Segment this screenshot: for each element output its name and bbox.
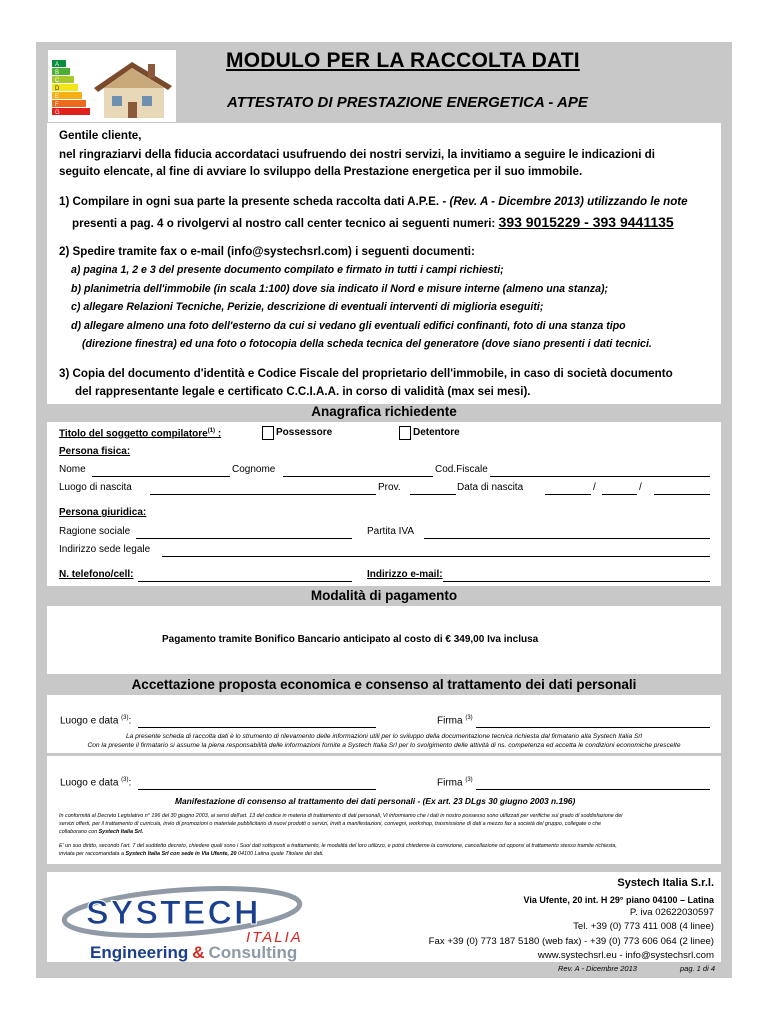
ragione-sociale-field[interactable] <box>136 538 352 539</box>
company-fax: Fax +39 (0) 773 187 5180 (web fax) - +39 (0) 773 606 064 (2 linee) <box>428 936 714 947</box>
logo-wordmark: SYSTECH <box>86 894 261 932</box>
firma-text: Firma <box>437 777 463 789</box>
date-separator: / <box>639 482 642 493</box>
email-field[interactable] <box>443 581 710 582</box>
step-2-item-c: c) allegare Relazioni Tecniche, Perizie, descrizione di eventuali interventi di miglioria eseguiti; <box>71 301 544 313</box>
data-nascita-label: Data di nascita <box>457 482 524 493</box>
energy-class-g: G <box>55 110 60 116</box>
systech-logo <box>60 876 350 966</box>
possessore-checkbox[interactable] <box>262 426 274 440</box>
pagamento-text: Pagamento tramite Bonifico Bancario anticipato al costo di € 349,00 Iva inclusa <box>162 634 539 645</box>
company-tel: Tel. +39 (0) 773 411 008 (4 linee) <box>573 921 714 932</box>
company-piva: P. iva 02622030597 <box>629 907 714 918</box>
step-1-part-c: presenti a pag. 4 o rivolgervi al nostro call center tecnico ai seguenti numeri: <box>72 217 496 230</box>
step-2-item-d-cont: (direzione finestra) ed una foto o fotocopia della scheda tecnica del generatore (dove siano presenti i dati tecnici. <box>82 338 652 350</box>
firma-field-1[interactable] <box>476 727 710 728</box>
persona-giuridica-label: Persona giuridica: <box>59 507 147 518</box>
step-2-item-a: a) pagina 1, 2 e 3 del presente documento compilato e firmato in tutti i campi richiesti; <box>71 264 504 276</box>
energy-class-a: A <box>55 62 60 68</box>
footnote-3: (3) <box>121 715 129 721</box>
indirizzo-sede-field[interactable] <box>162 556 710 557</box>
telefono-label: N. telefono/cell: <box>59 569 134 580</box>
consenso-heading: Manifestazione di consenso al trattamento dei dati personali - (Ex art. 23 DLgs 30 giugno 2003 n.196) <box>175 796 576 806</box>
cod-fiscale-field[interactable] <box>490 476 710 477</box>
telefono-field[interactable] <box>138 581 352 582</box>
privacy-line-3-text: collaborano con <box>59 829 99 835</box>
data-nascita-year-field[interactable] <box>654 494 710 495</box>
energy-class-e: E <box>55 94 60 100</box>
anagrafica-box <box>47 422 721 586</box>
logo-italia: ITALIA <box>246 929 303 946</box>
logo-tag-engineering: Engineering <box>90 943 189 962</box>
greeting: Gentile cliente, <box>59 129 142 142</box>
titolo-colon: : <box>215 428 222 440</box>
firma-text: Firma <box>437 715 463 727</box>
company-address: Via Ufente, 20 int. H 29° piano 04100 – Latina <box>523 895 714 905</box>
possessore-label: Possessore <box>276 427 333 438</box>
section-heading-pagamento: Modalità di pagamento <box>310 588 458 603</box>
step-3-line-2: del rappresentante legale e certificato C.C.I.A.A. in corso di validità (max sei mesi). <box>75 385 531 398</box>
energy-class-d: D <box>55 86 60 92</box>
step-1-phones-line <box>72 214 674 230</box>
privacy-line-5 <box>59 850 324 858</box>
privacy-line-4: E' un suo diritto, secondo l'art. 7 del suddetto decreto, chiedere quali sono i Suoi dati sottoposti a trattamento, le modalità del loro utilizzo, e potrà chiederne la correzione, cancellazione od opporsi al trattamento stesso tramite richiesta, <box>59 843 617 849</box>
cod-fiscale-label: Cod.Fiscale <box>435 464 488 475</box>
energy-house-icon <box>48 50 176 122</box>
logo-tagline <box>90 943 297 962</box>
company-web: www.systechsrl.eu - info@systechsrl.com <box>537 950 714 961</box>
luogo-data-text: Luogo e data <box>60 777 119 789</box>
firma-label-1 <box>437 715 473 726</box>
page-subtitle: ATTESTATO DI PRESTAZIONE ENERGETICA - APE <box>227 94 588 111</box>
titolo-label <box>59 428 221 439</box>
privacy-line-3 <box>59 828 143 836</box>
revision-label: Rev. A - Dicembre 2013 <box>558 964 637 973</box>
energy-class-c: C <box>55 78 60 84</box>
email-label: Indirizzo e-mail: <box>367 569 443 580</box>
intro-line-1: nel ringraziarvi della fiducia accordataci usufruendo dei nostri servizi, la invitiamo a seguire le indicazioni di <box>59 148 655 161</box>
luogo-nascita-field[interactable] <box>150 494 376 495</box>
privacy-line-5-a: inviata per raccomandata a <box>59 851 126 857</box>
call-center-phones: 393 9015229 - 393 9441135 <box>498 214 674 230</box>
luogo-data-field-2[interactable] <box>138 789 376 790</box>
colon: : <box>128 715 132 727</box>
prov-field[interactable] <box>410 494 456 495</box>
luogo-nascita-label: Luogo di nascita <box>59 482 132 493</box>
section-heading-anagrafica: Anagrafica richiedente <box>311 404 457 419</box>
data-nascita-day-field[interactable] <box>545 494 591 495</box>
step-2-item-b: b) planimetria dell'immobile (in scala 1:100) dove sia indicato il Nord e misure interne (almeno una stanza); <box>71 283 609 295</box>
acceptance-note-2: Con la presente il firmatario si assume la piena responsabilità delle informazioni fornite a Systech Italia Srl per lo svolgimento delle attività di ns. competenza ed accetta le condizioni economiche prescelte <box>87 742 681 749</box>
footnote-3: (3) <box>465 715 473 721</box>
page-title: MODULO PER LA RACCOLTA DATI <box>226 49 580 72</box>
energy-class-f: F <box>55 102 59 108</box>
titolo-footnote: (1) <box>207 428 216 434</box>
intro-line-2: seguito elencate, al fine di avviare lo sviluppo della Prestazione energetica per il suo immobile. <box>59 165 583 178</box>
luogo-data-text: Luogo e data <box>60 715 119 727</box>
detentore-checkbox[interactable] <box>399 426 411 440</box>
step-2-item-d: d) allegare almeno una foto dell'esterno da cui si vedano gli eventuali edifici confinanti, foto di una stanza tipo <box>71 320 626 332</box>
firma-field-2[interactable] <box>476 789 710 790</box>
privacy-line-2: servizi offerti, per il trattamento di curricula, invio di promozioni o materiale pubblicitario di nuovi prodotti o servizi, inviti a manifestazioni, convegni, workshop, trasmissione di dati a mezzo fax a società del gruppo, collegate o che <box>59 821 602 827</box>
privacy-line-5-b: Systech Italia Srl con sede in Via Ufente, 20 <box>125 851 237 857</box>
step-1-text <box>59 195 688 208</box>
persona-fisica-label: Persona fisica: <box>59 446 131 457</box>
energy-class-b: B <box>55 70 60 76</box>
colon: : <box>128 777 132 789</box>
firma-label-2 <box>437 777 473 788</box>
prov-label: Prov. <box>378 482 401 493</box>
ragione-sociale-label: Ragione sociale <box>59 526 131 537</box>
step-1-part-b: (Rev. A - Dicembre 2013) utilizzando le note <box>449 195 688 208</box>
logo-tag-amp: & <box>192 943 205 962</box>
step-1-part-a: 1) Compilare in ogni sua parte la presente scheda raccolta dati A.P.E. - <box>59 195 450 208</box>
detentore-label: Detentore <box>413 427 460 438</box>
partita-iva-field[interactable] <box>424 538 710 539</box>
acceptance-note-1: La presente scheda di raccolta dati è lo strumento di rilevamento delle informazioni utili per lo sviluppo della documentazione tecnica richiesta dal firmatario alla Systech Italia Srl <box>125 733 643 740</box>
luogo-data-label-1 <box>60 715 131 726</box>
partita-iva-label: Partita IVA <box>367 526 415 537</box>
privacy-line-1: In conformità al Decreto Legislativo n° 196 del 30 giugno 2003, ai sensi dell'art. 13 del codice in materia di trattamento di dati personali, Vi informiamo che i dati in nostro possesso sono utilizzati per verifiche sul grado di soddisfazione dei <box>59 813 623 819</box>
page-number: pag. 1 di 4 <box>680 964 716 973</box>
luogo-data-label-2 <box>60 777 131 788</box>
nome-field[interactable] <box>92 476 230 477</box>
privacy-company: Systech Italia Srl. <box>98 829 144 835</box>
cognome-field[interactable] <box>283 476 433 477</box>
titolo-label-text: Titolo del soggetto compilatore <box>59 428 208 440</box>
footnote-3: (3) <box>465 777 473 783</box>
footnote-3: (3) <box>121 777 129 783</box>
step-3-line-1: 3) Copia del documento d'identità e Codice Fiscale del proprietario dell'immobile, in caso di società documento <box>59 367 673 380</box>
data-nascita-month-field[interactable] <box>602 494 637 495</box>
nome-label: Nome <box>59 464 86 475</box>
cognome-label: Cognome <box>232 464 276 475</box>
step-2-text: 2) Spedire tramite fax o e-mail (info@systechsrl.com) i seguenti documenti: <box>59 245 475 258</box>
date-separator: / <box>593 482 596 493</box>
privacy-line-5-c: 04100 Latina quale Titolare dei dati. <box>236 851 324 857</box>
luogo-data-field-1[interactable] <box>138 727 376 728</box>
section-heading-accettazione: Accettazione proposta economica e consenso al trattamento dei dati personali <box>131 677 637 692</box>
indirizzo-sede-label: Indirizzo sede legale <box>59 544 151 555</box>
company-name: Systech Italia S.r.l. <box>617 877 714 889</box>
logo-tag-consulting: Consulting <box>208 943 298 962</box>
